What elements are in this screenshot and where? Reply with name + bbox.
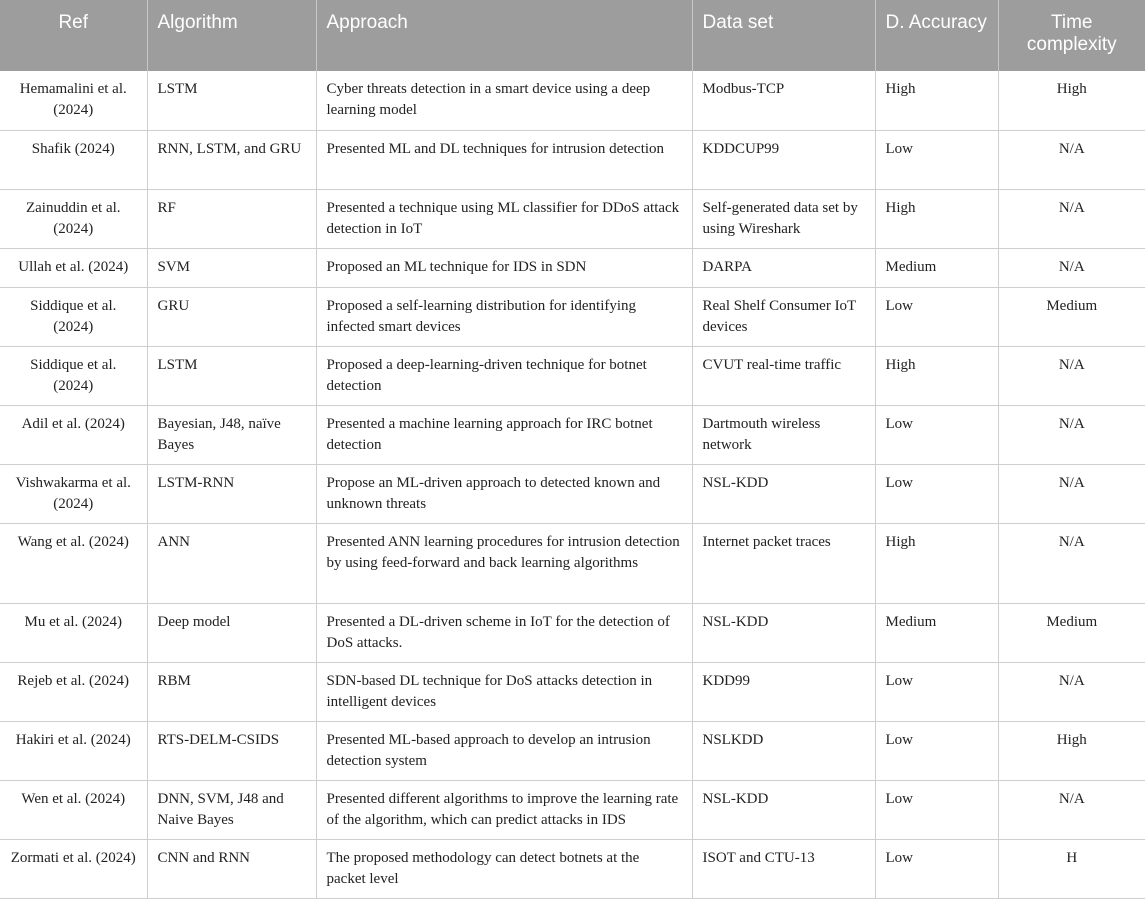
cell-algorithm: GRU — [147, 287, 316, 346]
cell-accuracy: High — [875, 71, 998, 130]
cell-ref: Vishwakarma et al. (2024) — [0, 464, 147, 523]
table-row — [0, 662, 1145, 721]
cell-algorithm: ANN — [147, 523, 316, 603]
table-row — [0, 189, 1145, 248]
cell-data-set: KDD99 — [692, 662, 875, 721]
cell-algorithm: CNN and RNN — [147, 839, 316, 898]
cell-approach: Proposed an ML technique for IDS in SDN — [316, 248, 692, 287]
cell-ref: Ullah et al. (2024) — [0, 248, 147, 287]
cell-accuracy: Medium — [875, 603, 998, 662]
cell-time-complexity: Medium — [998, 287, 1145, 346]
cell-accuracy: High — [875, 189, 998, 248]
cell-algorithm: RTS-DELM-CSIDS — [147, 721, 316, 780]
cell-approach: Presented a DL-driven scheme in IoT for the detection of DoS attacks. — [316, 603, 692, 662]
table-header — [0, 0, 1145, 71]
cell-accuracy: Low — [875, 405, 998, 464]
cell-approach: Presented ML and DL techniques for intrusion detection — [316, 130, 692, 189]
cell-ref: Hakiri et al. (2024) — [0, 721, 147, 780]
cell-algorithm: SVM — [147, 248, 316, 287]
cell-data-set: Modbus-TCP — [692, 71, 875, 130]
cell-time-complexity: N/A — [998, 405, 1145, 464]
cell-data-set: Real Shelf Consumer IoT devices — [692, 287, 875, 346]
cell-accuracy: High — [875, 346, 998, 405]
table-row — [0, 248, 1145, 287]
table-row — [0, 346, 1145, 405]
cell-approach: SDN-based DL technique for DoS attacks detection in intelligent devices — [316, 662, 692, 721]
cell-data-set: Internet packet traces — [692, 523, 875, 603]
cell-time-complexity: N/A — [998, 189, 1145, 248]
table-row — [0, 780, 1145, 839]
cell-time-complexity: N/A — [998, 130, 1145, 189]
cell-ref: Zainuddin et al. (2024) — [0, 189, 147, 248]
table-row — [0, 603, 1145, 662]
cell-algorithm: LSTM — [147, 346, 316, 405]
cell-time-complexity: Medium — [998, 603, 1145, 662]
cell-time-complexity: High — [998, 721, 1145, 780]
cell-algorithm: LSTM-RNN — [147, 464, 316, 523]
cell-data-set: Dartmouth wireless network — [692, 405, 875, 464]
cell-accuracy: Low — [875, 130, 998, 189]
cell-time-complexity: N/A — [998, 523, 1145, 603]
cell-time-complexity: N/A — [998, 662, 1145, 721]
header-data-set: Data set — [692, 0, 875, 71]
cell-ref: Hemamalini et al. (2024) — [0, 71, 147, 130]
cell-approach: Propose an ML-driven approach to detected known and unknown threats — [316, 464, 692, 523]
cell-ref: Shafik (2024) — [0, 130, 147, 189]
table-row — [0, 130, 1145, 189]
cell-approach: Proposed a deep-learning-driven technique for botnet detection — [316, 346, 692, 405]
table-row — [0, 405, 1145, 464]
cell-ref: Rejeb et al. (2024) — [0, 662, 147, 721]
cell-approach: The proposed methodology can detect botnets at the packet level — [316, 839, 692, 898]
cell-ref: Siddique et al. (2024) — [0, 346, 147, 405]
cell-time-complexity: N/A — [998, 780, 1145, 839]
cell-accuracy: Low — [875, 464, 998, 523]
cell-data-set: NSL-KDD — [692, 464, 875, 523]
cell-ref: Wen et al. (2024) — [0, 780, 147, 839]
cell-ref: Zormati et al. (2024) — [0, 839, 147, 898]
table-row — [0, 71, 1145, 130]
cell-ref: Siddique et al. (2024) — [0, 287, 147, 346]
cell-time-complexity: N/A — [998, 464, 1145, 523]
cell-algorithm: RF — [147, 189, 316, 248]
cell-accuracy: Low — [875, 780, 998, 839]
cell-algorithm: LSTM — [147, 71, 316, 130]
cell-time-complexity: H — [998, 839, 1145, 898]
cell-algorithm: RBM — [147, 662, 316, 721]
cell-algorithm: Deep model — [147, 603, 316, 662]
cell-data-set: DARPA — [692, 248, 875, 287]
table-row — [0, 523, 1145, 603]
cell-ref: Wang et al. (2024) — [0, 523, 147, 603]
cell-approach: Presented a technique using ML classifier for DDoS attack detection in IoT — [316, 189, 692, 248]
cell-ref: Mu et al. (2024) — [0, 603, 147, 662]
cell-algorithm: Bayesian, J48, naïve Bayes — [147, 405, 316, 464]
cell-accuracy: Medium — [875, 248, 998, 287]
cell-approach: Presented ANN learning procedures for intrusion detection by using feed-forward and back learning algorithms — [316, 523, 692, 603]
table-row — [0, 839, 1145, 898]
cell-accuracy: Low — [875, 662, 998, 721]
cell-time-complexity: N/A — [998, 346, 1145, 405]
cell-approach: Presented ML-based approach to develop an intrusion detection system — [316, 721, 692, 780]
cell-time-complexity: N/A — [998, 248, 1145, 287]
cell-accuracy: Low — [875, 287, 998, 346]
header-accuracy: D. Accuracy — [875, 0, 998, 71]
cell-approach: Presented a machine learning approach for IRC botnet detection — [316, 405, 692, 464]
cell-approach: Cyber threats detection in a smart device using a deep learning model — [316, 71, 692, 130]
header-algorithm: Algorithm — [147, 0, 316, 71]
cell-algorithm: RNN, LSTM, and GRU — [147, 130, 316, 189]
header-approach: Approach — [316, 0, 692, 71]
header-ref: Ref — [0, 0, 147, 71]
table-body — [0, 71, 1145, 898]
cell-approach: Proposed a self-learning distribution for identifying infected smart devices — [316, 287, 692, 346]
cell-accuracy: Low — [875, 839, 998, 898]
cell-data-set: KDDCUP99 — [692, 130, 875, 189]
table-row — [0, 721, 1145, 780]
cell-accuracy: Low — [875, 721, 998, 780]
cell-data-set: NSL-KDD — [692, 603, 875, 662]
header-row — [0, 0, 1145, 71]
cell-approach: Presented different algorithms to improve the learning rate of the algorithm, which can predict attacks in IDS — [316, 780, 692, 839]
cell-accuracy: High — [875, 523, 998, 603]
table-row — [0, 287, 1145, 346]
cell-data-set: ISOT and CTU-13 — [692, 839, 875, 898]
cell-data-set: NSLKDD — [692, 721, 875, 780]
cell-data-set: NSL-KDD — [692, 780, 875, 839]
cell-algorithm: DNN, SVM, J48 and Naive Bayes — [147, 780, 316, 839]
header-time-complexity: Time complexity — [998, 0, 1145, 71]
table-row — [0, 464, 1145, 523]
cell-data-set: CVUT real-time traffic — [692, 346, 875, 405]
cell-ref: Adil et al. (2024) — [0, 405, 147, 464]
cell-time-complexity: High — [998, 71, 1145, 130]
cell-data-set: Self-generated data set by using Wireshark — [692, 189, 875, 248]
